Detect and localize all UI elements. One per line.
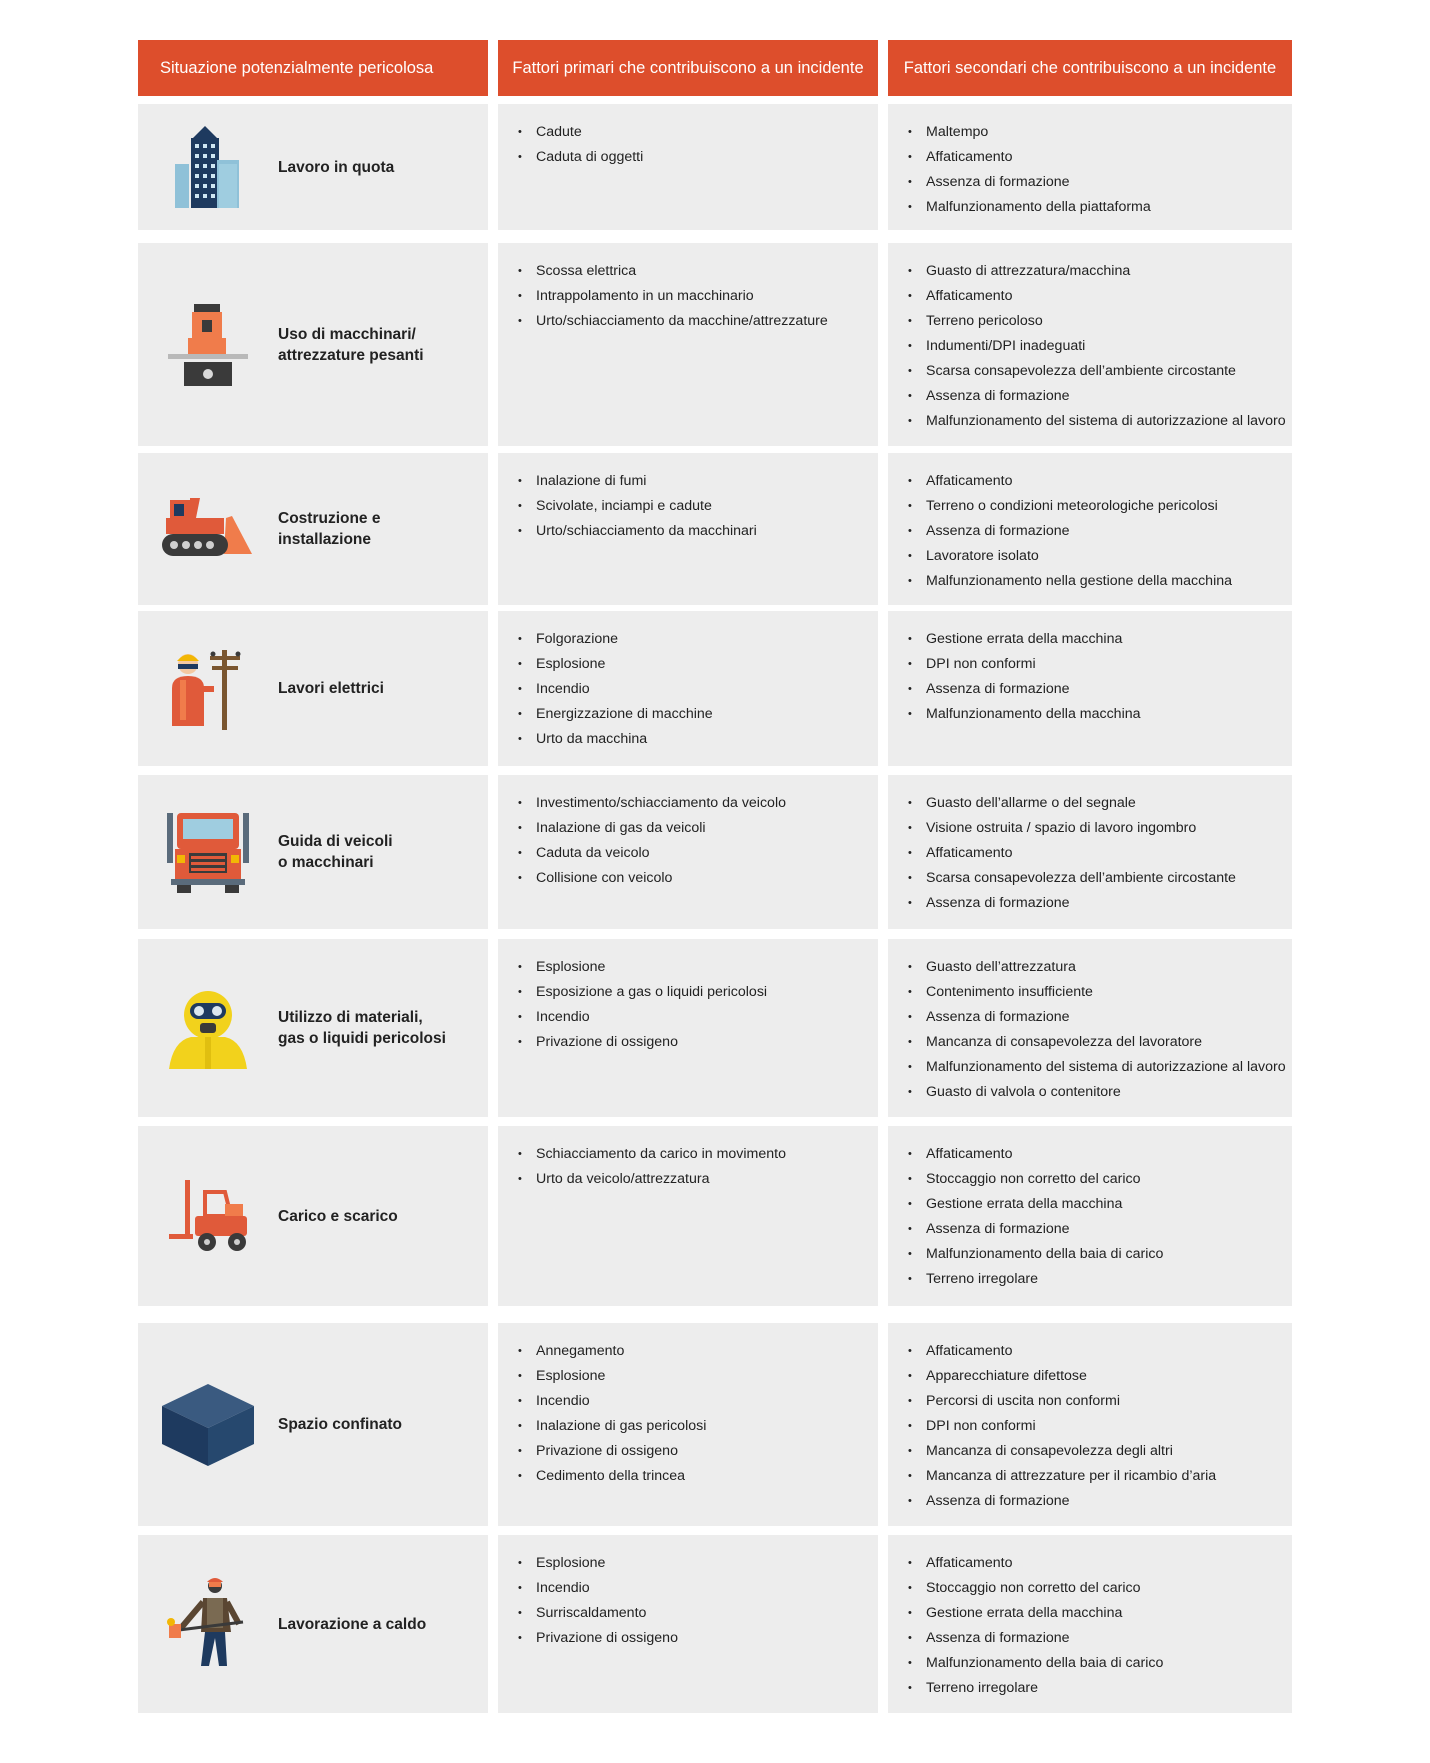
list-item: • Percorsi di uscita non conformi [908, 1389, 1292, 1414]
secondary-factor-list [888, 775, 1292, 916]
list-item: • Scivolate, inciampi e cadute [518, 494, 878, 519]
primary-factor-list [498, 453, 878, 544]
primary-factors-cell [498, 1323, 878, 1526]
list-item: • Assenza di formazione [908, 1626, 1292, 1651]
list-item: • Privazione di ossigeno [518, 1626, 878, 1651]
secondary-factors-cell [888, 1126, 1292, 1306]
list-item: • Collisione con veicolo [518, 866, 878, 891]
list-item: • Urto/schiacciamento da macchine/attrezzature [518, 309, 878, 334]
situation-label: Lavoro in quota [278, 158, 395, 176]
list-item: • Esplosione [518, 955, 878, 980]
situation-cell [138, 453, 488, 605]
list-item: • Affaticamento [908, 1551, 1292, 1576]
list-item: • Intrappolamento in un macchinario [518, 284, 878, 309]
secondary-factor-list [888, 1323, 1292, 1514]
list-item: • Inalazione di gas pericolosi [518, 1414, 878, 1439]
situation-cell [138, 939, 488, 1117]
primary-factor-list [498, 939, 878, 1055]
header-secondary-factors: Fattori secondari che contribuiscono a un incidente [888, 40, 1292, 96]
primary-factor-list [498, 104, 878, 170]
hot-work-icon [160, 1574, 256, 1674]
list-item: • Assenza di formazione [908, 1489, 1292, 1514]
list-item: • DPI non conformi [908, 1414, 1292, 1439]
list-item: • Assenza di formazione [908, 1217, 1292, 1242]
list-item: • Annegamento [518, 1339, 878, 1364]
primary-factor-list [498, 775, 878, 891]
list-item: • Terreno pericoloso [908, 309, 1292, 334]
list-item: • Esplosione [518, 652, 878, 677]
list-item: • Mancanza di consapevolezza degli altri [908, 1439, 1292, 1464]
primary-factors-cell [498, 1535, 878, 1713]
list-item: • Affaticamento [908, 284, 1292, 309]
list-item: • Incendio [518, 1005, 878, 1030]
list-item: • Schiacciamento da carico in movimento [518, 1142, 878, 1167]
header-primary-factors: Fattori primari che contribuiscono a un incidente [498, 40, 878, 96]
list-item: • Inalazione di gas da veicoli [518, 816, 878, 841]
list-item: • Maltempo [908, 120, 1292, 145]
list-item: • Energizzazione di macchine [518, 702, 878, 727]
list-item: • Incendio [518, 1576, 878, 1601]
list-item: • Malfunzionamento del sistema di autorizzazione al lavoro [908, 409, 1292, 434]
list-item: • Folgorazione [518, 627, 878, 652]
list-item: • Assenza di formazione [908, 519, 1292, 544]
list-item: • Terreno irregolare [908, 1267, 1292, 1292]
list-item: • Cadute [518, 120, 878, 145]
list-item: • Surriscaldamento [518, 1601, 878, 1626]
list-item: • DPI non conformi [908, 652, 1292, 677]
secondary-factor-list [888, 611, 1292, 727]
secondary-factor-list [888, 104, 1292, 220]
hazmat-suit-icon [160, 978, 256, 1078]
primary-factors-cell [498, 453, 878, 605]
list-item: • Apparecchiature difettose [908, 1364, 1292, 1389]
secondary-factors-cell [888, 1323, 1292, 1526]
list-item: • Investimento/schiacciamento da veicolo [518, 791, 878, 816]
list-item: • Malfunzionamento del sistema di autorizzazione al lavoro [908, 1055, 1292, 1080]
list-item: • Esposizione a gas o liquidi pericolosi [518, 980, 878, 1005]
secondary-factors-cell [888, 104, 1292, 230]
list-item: • Inalazione di fumi [518, 469, 878, 494]
list-item: • Mancanza di attrezzature per il ricambio d’aria [908, 1464, 1292, 1489]
secondary-factor-list [888, 453, 1292, 594]
box-icon [160, 1375, 256, 1475]
list-item: • Assenza di formazione [908, 384, 1292, 409]
list-item: • Stoccaggio non corretto del carico [908, 1576, 1292, 1601]
list-item: • Urto/schiacciamento da macchinari [518, 519, 878, 544]
situation-cell [138, 1535, 488, 1713]
list-item: • Incendio [518, 1389, 878, 1414]
list-item: • Esplosione [518, 1364, 878, 1389]
situation-cell [138, 611, 488, 766]
bulldozer-icon [160, 479, 256, 579]
list-item: • Caduta di oggetti [518, 145, 878, 170]
secondary-factor-list [888, 1535, 1292, 1701]
list-item: • Scarsa consapevolezza dell’ambiente circostante [908, 866, 1292, 891]
list-item: • Affaticamento [908, 469, 1292, 494]
situation-label: Utilizzo di materiali, gas o liquidi pericolosi [278, 1009, 446, 1047]
list-item: • Affaticamento [908, 1339, 1292, 1364]
secondary-factors-cell [888, 611, 1292, 766]
list-item: • Gestione errata della macchina [908, 1601, 1292, 1626]
situation-cell [138, 243, 488, 446]
secondary-factors-cell [888, 453, 1292, 605]
list-item: • Visione ostruita / spazio di lavoro ingombro [908, 816, 1292, 841]
list-item: • Assenza di formazione [908, 891, 1292, 916]
situation-label: Costruzione e installazione [278, 510, 381, 548]
situation-cell [138, 775, 488, 929]
list-item: • Indumenti/DPI inadeguati [908, 334, 1292, 359]
primary-factor-list [498, 1126, 878, 1192]
primary-factors-cell [498, 1126, 878, 1306]
forklift-icon [160, 1166, 256, 1266]
situation-cell [138, 1323, 488, 1526]
electrician-icon [160, 639, 256, 739]
list-item: • Malfunzionamento nella gestione della macchina [908, 569, 1292, 594]
situation-label: Spazio confinato [278, 1416, 402, 1433]
list-item: • Stoccaggio non corretto del carico [908, 1167, 1292, 1192]
header-situation: Situazione potenzialmente pericolosa [138, 40, 488, 96]
secondary-factors-cell [888, 775, 1292, 929]
list-item: • Scossa elettrica [518, 259, 878, 284]
list-item: • Terreno o condizioni meteorologiche pericolosi [908, 494, 1292, 519]
primary-factors-cell [498, 611, 878, 766]
primary-factor-list [498, 1535, 878, 1651]
situation-label: Carico e scarico [278, 1207, 398, 1225]
list-item: • Privazione di ossigeno [518, 1439, 878, 1464]
list-item: • Affaticamento [908, 145, 1292, 170]
secondary-factors-cell [888, 939, 1292, 1117]
list-item: • Affaticamento [908, 1142, 1292, 1167]
list-item: • Assenza di formazione [908, 1005, 1292, 1030]
building-icon [160, 117, 256, 217]
list-item: • Urto da macchina [518, 727, 878, 752]
situation-label: Uso di macchinari/ attrezzature pesanti [278, 325, 424, 364]
secondary-factors-cell [888, 1535, 1292, 1713]
list-item: • Guasto di attrezzatura/macchina [908, 259, 1292, 284]
list-item: • Malfunzionamento della baia di carico [908, 1651, 1292, 1676]
list-item: • Urto da veicolo/attrezzatura [518, 1167, 878, 1192]
list-item: • Gestione errata della macchina [908, 1192, 1292, 1217]
list-item: • Privazione di ossigeno [518, 1030, 878, 1055]
primary-factors-cell [498, 775, 878, 929]
primary-factor-list [498, 611, 878, 752]
list-item: • Affaticamento [908, 841, 1292, 866]
list-item: • Guasto di valvola o contenitore [908, 1080, 1292, 1105]
list-item: • Malfunzionamento della macchina [908, 702, 1292, 727]
press-machine-icon [160, 295, 256, 395]
primary-factor-list [498, 1323, 878, 1489]
list-item: • Contenimento insufficiente [908, 980, 1292, 1005]
list-item: • Guasto dell’attrezzatura [908, 955, 1292, 980]
list-item: • Malfunzionamento della baia di carico [908, 1242, 1292, 1267]
list-item: • Incendio [518, 677, 878, 702]
primary-factors-cell [498, 104, 878, 230]
situation-cell [138, 1126, 488, 1306]
list-item: • Caduta da veicolo [518, 841, 878, 866]
list-item: • Gestione errata della macchina [908, 627, 1292, 652]
situation-label: Lavori elettrici [278, 680, 384, 697]
primary-factors-cell [498, 939, 878, 1117]
list-item: • Assenza di formazione [908, 677, 1292, 702]
list-item: • Guasto dell’allarme o del segnale [908, 791, 1292, 816]
secondary-factor-list [888, 939, 1292, 1105]
secondary-factor-list [888, 243, 1292, 434]
truck-icon [160, 802, 256, 902]
list-item: • Cedimento della trincea [518, 1464, 878, 1489]
list-item: • Malfunzionamento della piattaforma [908, 195, 1292, 220]
secondary-factor-list [888, 1126, 1292, 1292]
situation-label: Lavorazione a caldo [278, 1615, 427, 1633]
list-item: • Lavoratore isolato [908, 544, 1292, 569]
secondary-factors-cell [888, 243, 1292, 446]
situation-label: Guida di veicoli o macchinari [278, 833, 393, 871]
list-item: • Assenza di formazione [908, 170, 1292, 195]
list-item: • Terreno irregolare [908, 1676, 1292, 1701]
situation-cell [138, 104, 488, 230]
primary-factors-cell [498, 243, 878, 446]
list-item: • Esplosione [518, 1551, 878, 1576]
list-item: • Scarsa consapevolezza dell’ambiente circostante [908, 359, 1292, 384]
primary-factor-list [498, 243, 878, 334]
list-item: • Mancanza di consapevolezza del lavoratore [908, 1030, 1292, 1055]
